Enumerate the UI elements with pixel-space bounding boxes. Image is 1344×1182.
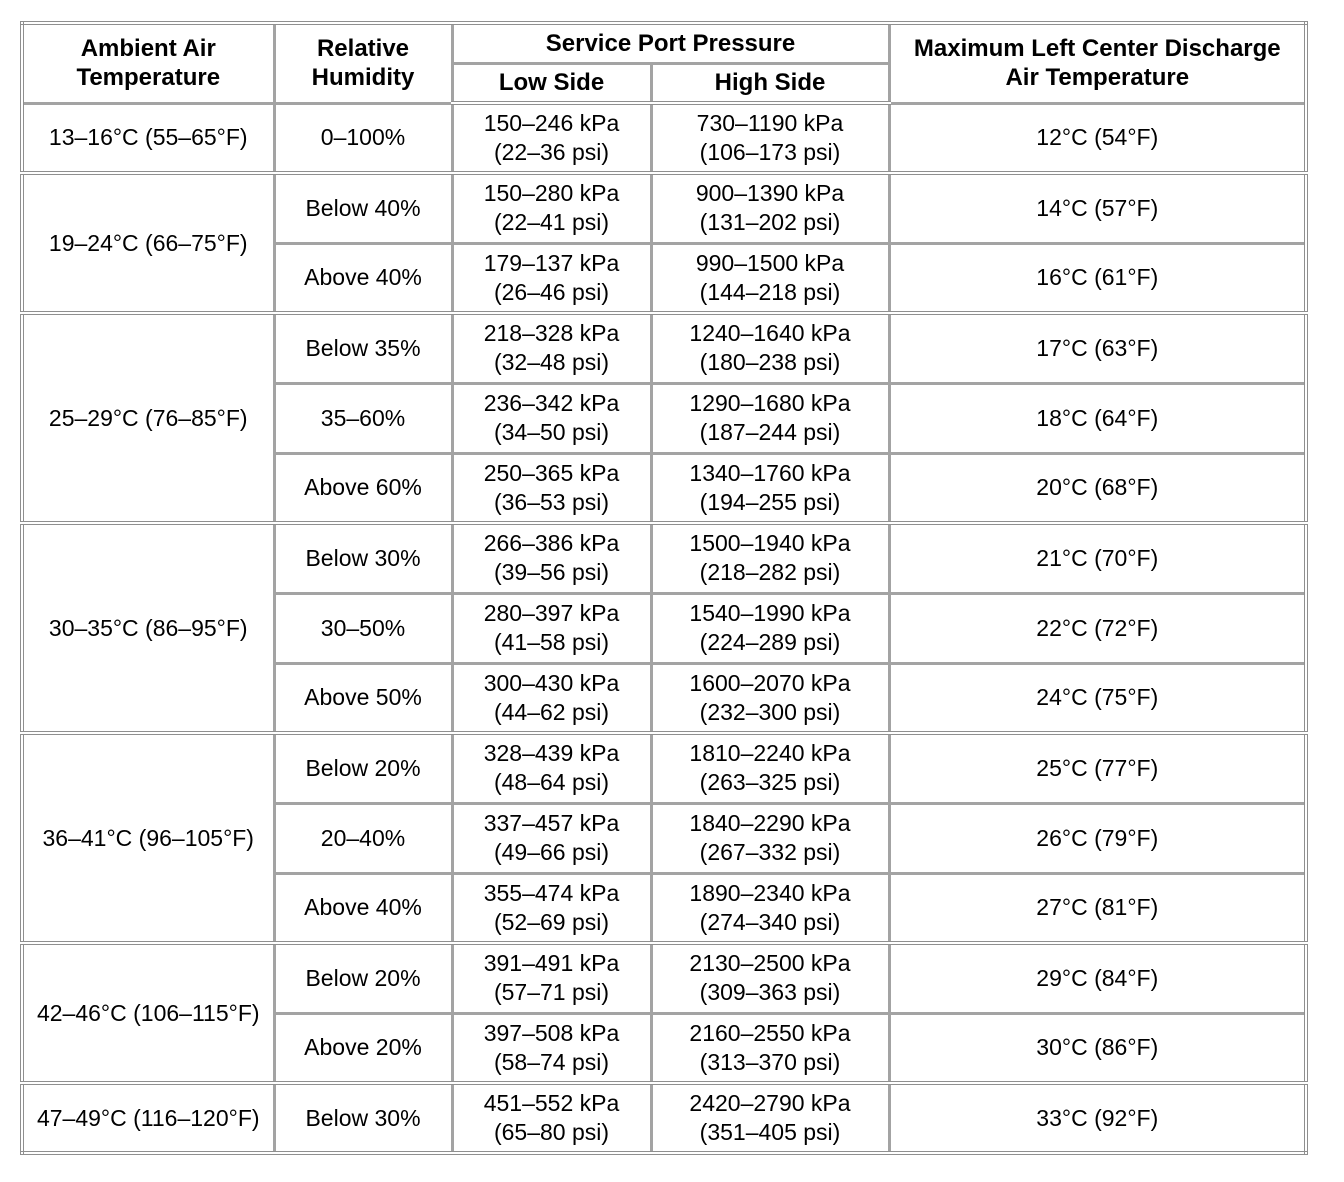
high-side-cell bbox=[651, 943, 889, 1013]
high-side-cell-line: 1810–2240 kPa bbox=[689, 740, 851, 767]
ambient-temp-cell: 36–41°C (96–105°F) bbox=[22, 733, 274, 943]
humidity-cell-line: 35–60% bbox=[320, 404, 406, 431]
humidity-cell bbox=[274, 663, 452, 733]
humidity-cell-line: Below 20% bbox=[305, 964, 421, 991]
low-side-cell-line: 300–430 kPa bbox=[483, 669, 620, 696]
humidity-cell-line: 20–40% bbox=[320, 824, 406, 851]
low-side-cell-line: 337–457 kPa bbox=[483, 810, 620, 836]
low-side-cell bbox=[452, 313, 651, 383]
discharge-temp-cell bbox=[889, 1083, 1306, 1153]
discharge-temp-cell bbox=[889, 173, 1306, 243]
low-side-cell-line: (58–74 psi) bbox=[493, 1048, 610, 1075]
header-service-port-pressure: Service Port Pressure bbox=[452, 23, 889, 63]
low-side-cell-line: (57–71 psi) bbox=[493, 979, 610, 1006]
high-side-cell bbox=[651, 383, 889, 453]
discharge-temp-cell-line: 27°C (81°F) bbox=[1036, 894, 1159, 921]
low-side-cell-line: 236–342 kPa bbox=[483, 390, 620, 416]
ambient-temp-cell: 25–29°C (76–85°F) bbox=[22, 313, 274, 523]
discharge-temp-cell bbox=[889, 733, 1306, 803]
low-side-cell-line: (22–36 psi) bbox=[493, 139, 610, 165]
low-side-cell-line: (65–80 psi) bbox=[493, 1119, 610, 1145]
low-side-cell-line: 355–474 kPa bbox=[483, 879, 620, 906]
discharge-temp-cell-line: 30°C (86°F) bbox=[1036, 1034, 1159, 1061]
low-side-cell bbox=[452, 243, 651, 313]
high-side-cell bbox=[651, 103, 889, 173]
high-side-cell-line: 900–1390 kPa bbox=[695, 180, 845, 207]
high-side-cell-line: (144–218 psi) bbox=[699, 278, 841, 305]
low-side-cell-line: 328–439 kPa bbox=[483, 740, 620, 767]
table-row bbox=[22, 733, 1306, 803]
humidity-cell bbox=[274, 943, 452, 1013]
discharge-temp-cell-line: 16°C (61°F) bbox=[1036, 264, 1159, 291]
header-high-side: High Side bbox=[651, 63, 889, 103]
high-side-cell-line: (180–238 psi) bbox=[699, 349, 841, 376]
table-row bbox=[22, 313, 1306, 383]
low-side-cell-line: (52–69 psi) bbox=[493, 908, 610, 935]
high-side-cell-line: 1600–2070 kPa bbox=[689, 669, 851, 696]
humidity-cell-line: Below 35% bbox=[305, 334, 421, 361]
discharge-temp-cell-line: 18°C (64°F) bbox=[1036, 404, 1159, 431]
low-side-cell bbox=[452, 803, 651, 873]
table-row bbox=[22, 173, 1306, 243]
discharge-temp-cell bbox=[889, 523, 1306, 593]
header-low-side: Low Side bbox=[452, 63, 651, 103]
low-side-cell bbox=[452, 1083, 651, 1153]
high-side-cell-line: 1340–1760 kPa bbox=[689, 459, 851, 486]
low-side-cell-line: 150–246 kPa bbox=[483, 110, 620, 136]
low-side-cell bbox=[452, 873, 651, 943]
header-relative-humidity: Relative Humidity bbox=[274, 23, 452, 103]
discharge-temp-cell-line: 12°C (54°F) bbox=[1036, 124, 1159, 151]
humidity-cell bbox=[274, 523, 452, 593]
high-side-cell-line: (263–325 psi) bbox=[699, 769, 841, 796]
high-side-cell-line: (106–173 psi) bbox=[699, 139, 841, 165]
humidity-cell bbox=[274, 313, 452, 383]
high-side-cell bbox=[651, 453, 889, 523]
humidity-cell-line: Below 30% bbox=[305, 1104, 421, 1131]
pressure-table bbox=[20, 21, 1308, 1155]
high-side-cell-line: (267–332 psi) bbox=[699, 839, 841, 865]
humidity-cell-line: 0–100% bbox=[320, 124, 406, 151]
low-side-cell-line: (34–50 psi) bbox=[493, 419, 610, 445]
high-side-cell-line: 1290–1680 kPa bbox=[689, 390, 851, 416]
low-side-cell-line: 150–280 kPa bbox=[483, 180, 620, 207]
humidity-cell bbox=[274, 873, 452, 943]
humidity-cell-line: Above 50% bbox=[304, 684, 422, 711]
high-side-cell-line: (309–363 psi) bbox=[699, 979, 841, 1006]
high-side-cell bbox=[651, 733, 889, 803]
low-side-cell-line: 218–328 kPa bbox=[483, 320, 620, 347]
humidity-cell bbox=[274, 173, 452, 243]
humidity-cell bbox=[274, 103, 452, 173]
header-ambient-temp: Ambient Air Temperature bbox=[22, 23, 274, 103]
low-side-cell bbox=[452, 593, 651, 663]
discharge-temp-cell-line: 26°C (79°F) bbox=[1036, 824, 1159, 851]
low-side-cell bbox=[452, 103, 651, 173]
low-side-cell-line: 266–386 kPa bbox=[483, 530, 620, 557]
low-side-cell-line: (36–53 psi) bbox=[493, 488, 610, 515]
low-side-cell-line: (48–64 psi) bbox=[493, 769, 610, 796]
low-side-cell-line: 397–508 kPa bbox=[483, 1019, 620, 1046]
low-side-cell-line: (41–58 psi) bbox=[493, 629, 610, 655]
high-side-cell-line: (224–289 psi) bbox=[699, 629, 841, 655]
table-row bbox=[22, 1083, 1306, 1153]
table-row bbox=[22, 523, 1306, 593]
high-side-cell bbox=[651, 523, 889, 593]
high-side-cell-line: 2160–2550 kPa bbox=[689, 1019, 851, 1046]
discharge-temp-cell-line: 24°C (75°F) bbox=[1036, 684, 1159, 711]
discharge-temp-cell bbox=[889, 663, 1306, 733]
discharge-temp-cell-line: 20°C (68°F) bbox=[1036, 474, 1159, 501]
low-side-cell-line: 179–137 kPa bbox=[483, 249, 620, 276]
high-side-cell-line: (313–370 psi) bbox=[699, 1048, 841, 1075]
humidity-cell bbox=[274, 593, 452, 663]
table-row bbox=[22, 103, 1306, 173]
low-side-cell-line: (39–56 psi) bbox=[493, 559, 610, 586]
discharge-temp-cell bbox=[889, 593, 1306, 663]
discharge-temp-cell-line: 33°C (92°F) bbox=[1036, 1104, 1159, 1131]
humidity-cell-line: Below 20% bbox=[305, 754, 421, 781]
high-side-cell bbox=[651, 593, 889, 663]
low-side-cell bbox=[452, 943, 651, 1013]
high-side-cell-line: 730–1190 kPa bbox=[696, 110, 844, 136]
discharge-temp-cell-line: 14°C (57°F) bbox=[1036, 194, 1159, 221]
low-side-cell-line: (49–66 psi) bbox=[493, 839, 610, 865]
humidity-cell-line: Above 60% bbox=[304, 474, 422, 501]
low-side-cell bbox=[452, 663, 651, 733]
high-side-cell-line: 2420–2790 kPa bbox=[689, 1090, 851, 1116]
humidity-cell-line: Above 20% bbox=[304, 1034, 422, 1061]
humidity-cell bbox=[274, 243, 452, 313]
low-side-cell-line: 391–491 kPa bbox=[483, 950, 620, 977]
discharge-temp-cell bbox=[889, 313, 1306, 383]
high-side-cell bbox=[651, 243, 889, 313]
discharge-temp-cell bbox=[889, 943, 1306, 1013]
high-side-cell bbox=[651, 1083, 889, 1153]
low-side-cell-line: (26–46 psi) bbox=[493, 278, 610, 305]
humidity-cell bbox=[274, 1013, 452, 1083]
table-header bbox=[22, 23, 1306, 103]
discharge-temp-cell bbox=[889, 873, 1306, 943]
high-side-cell bbox=[651, 173, 889, 243]
humidity-cell bbox=[274, 453, 452, 523]
high-side-cell-line: (351–405 psi) bbox=[699, 1119, 841, 1145]
high-side-cell bbox=[651, 803, 889, 873]
humidity-cell-line: Below 30% bbox=[305, 544, 421, 571]
high-side-cell-line: 1500–1940 kPa bbox=[689, 530, 851, 557]
humidity-cell bbox=[274, 383, 452, 453]
high-side-cell-line: (218–282 psi) bbox=[699, 559, 841, 586]
discharge-temp-cell bbox=[889, 803, 1306, 873]
high-side-cell bbox=[651, 873, 889, 943]
discharge-temp-cell bbox=[889, 243, 1306, 313]
high-side-cell-line: (194–255 psi) bbox=[699, 488, 841, 515]
table-row bbox=[22, 943, 1306, 1013]
low-side-cell bbox=[452, 1013, 651, 1083]
low-side-cell-line: 280–397 kPa bbox=[483, 600, 620, 626]
discharge-temp-cell-line: 21°C (70°F) bbox=[1036, 544, 1159, 571]
humidity-cell bbox=[274, 803, 452, 873]
high-side-cell-line: 2130–2500 kPa bbox=[689, 950, 851, 977]
low-side-cell-line: 250–365 kPa bbox=[483, 459, 620, 486]
discharge-temp-cell bbox=[889, 103, 1306, 173]
humidity-cell-line: Above 40% bbox=[304, 264, 422, 291]
discharge-temp-cell bbox=[889, 453, 1306, 523]
high-side-cell-line: (131–202 psi) bbox=[699, 209, 841, 236]
low-side-cell bbox=[452, 733, 651, 803]
low-side-cell bbox=[452, 173, 651, 243]
discharge-temp-cell-line: 22°C (72°F) bbox=[1036, 614, 1159, 641]
discharge-temp-cell-line: 25°C (77°F) bbox=[1036, 754, 1159, 781]
low-side-cell bbox=[452, 523, 651, 593]
humidity-cell bbox=[274, 733, 452, 803]
low-side-cell-line: (22–41 psi) bbox=[493, 209, 610, 236]
high-side-cell-line: (274–340 psi) bbox=[699, 908, 841, 935]
discharge-temp-cell bbox=[889, 383, 1306, 453]
high-side-cell-line: 990–1500 kPa bbox=[695, 249, 845, 276]
high-side-cell-line: 1540–1990 kPa bbox=[689, 600, 851, 626]
ambient-temp-cell: 42–46°C (106–115°F) bbox=[22, 943, 274, 1083]
high-side-cell-line: (232–300 psi) bbox=[699, 698, 841, 725]
header-discharge-air-temp: Maximum Left Center Discharge Air Temperature bbox=[889, 23, 1306, 103]
low-side-cell bbox=[452, 453, 651, 523]
ambient-temp-cell: 19–24°C (66–75°F) bbox=[22, 173, 274, 313]
humidity-cell-line: 30–50% bbox=[320, 614, 406, 641]
low-side-cell-line: 451–552 kPa bbox=[483, 1090, 620, 1116]
discharge-temp-cell bbox=[889, 1013, 1306, 1083]
high-side-cell-line: 1890–2340 kPa bbox=[689, 879, 851, 906]
high-side-cell-line: 1240–1640 kPa bbox=[689, 320, 851, 347]
discharge-temp-cell-line: 29°C (84°F) bbox=[1036, 964, 1159, 991]
high-side-cell-line: 1840–2290 kPa bbox=[689, 810, 851, 836]
high-side-cell bbox=[651, 313, 889, 383]
humidity-cell-line: Above 40% bbox=[304, 894, 422, 921]
high-side-cell bbox=[651, 1013, 889, 1083]
ambient-temp-cell: 30–35°C (86–95°F) bbox=[22, 523, 274, 733]
humidity-cell-line: Below 40% bbox=[305, 194, 421, 221]
discharge-temp-cell-line: 17°C (63°F) bbox=[1036, 334, 1159, 361]
table-body bbox=[22, 103, 1306, 1153]
humidity-cell bbox=[274, 1083, 452, 1153]
low-side-cell-line: (32–48 psi) bbox=[493, 349, 610, 376]
high-side-cell-line: (187–244 psi) bbox=[699, 419, 841, 445]
low-side-cell bbox=[452, 383, 651, 453]
high-side-cell bbox=[651, 663, 889, 733]
low-side-cell-line: (44–62 psi) bbox=[493, 698, 610, 725]
ambient-temp-cell: 47–49°C (116–120°F) bbox=[22, 1083, 274, 1153]
ambient-temp-cell: 13–16°C (55–65°F) bbox=[22, 103, 274, 173]
